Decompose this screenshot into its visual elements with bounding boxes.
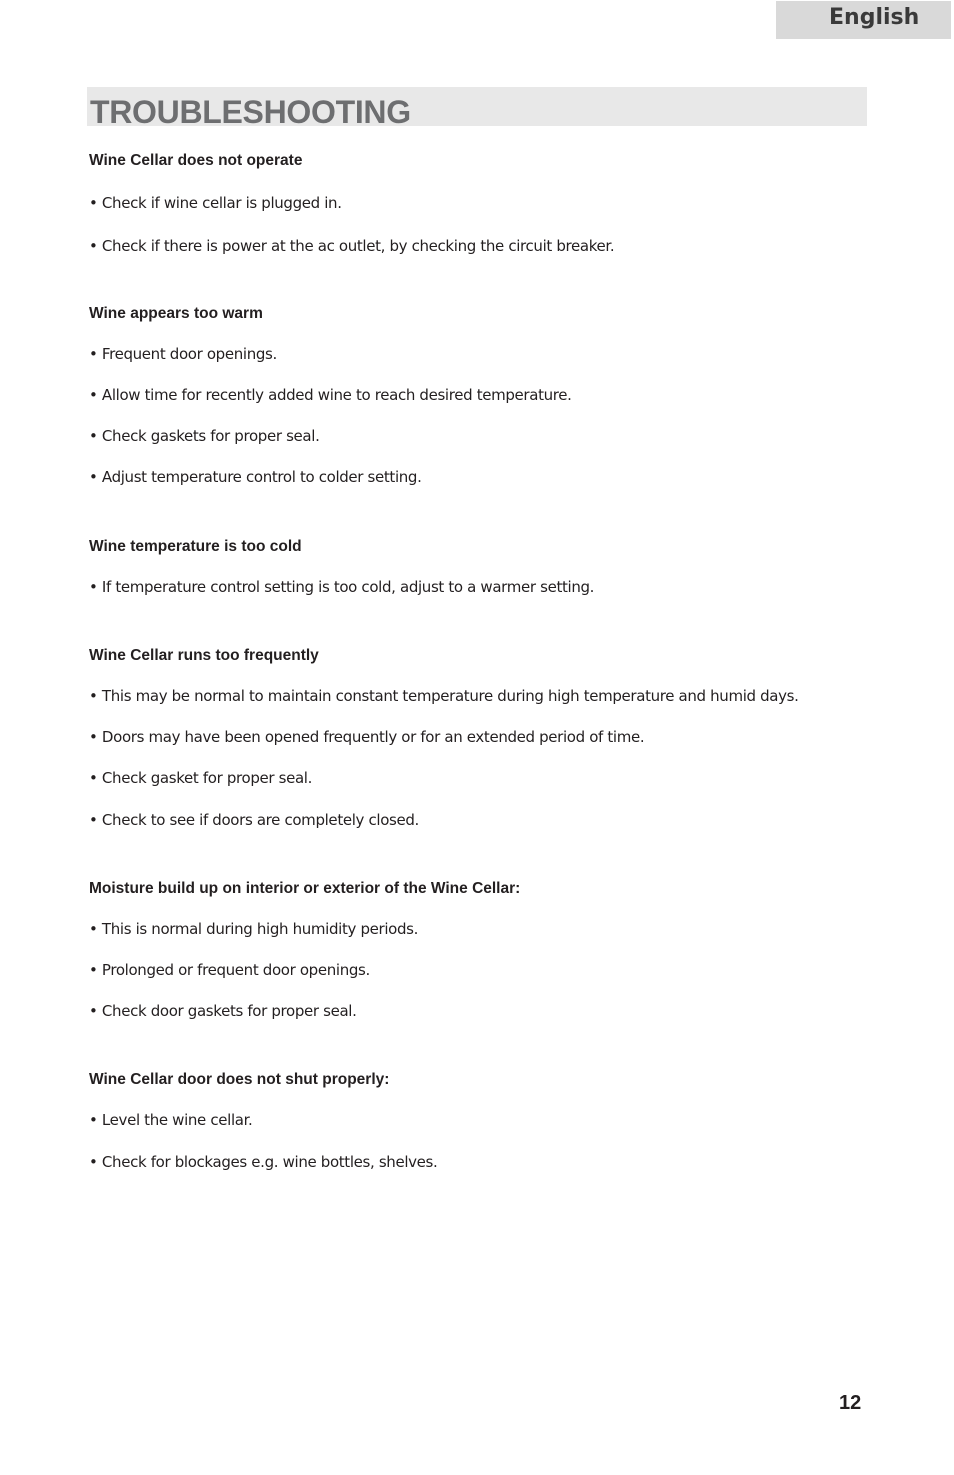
list-item: • Prolonged or frequent door openings. (89, 961, 370, 979)
list-item: • Check to see if doors are completely closed. (89, 811, 419, 829)
list-item: • Check for blockages e.g. wine bottles, shelves. (89, 1153, 438, 1171)
section-heading-too-cold: Wine temperature is too cold (89, 538, 302, 555)
language-tab: English (776, 1, 951, 39)
list-item: • Check gasket for proper seal. (89, 769, 313, 787)
list-item: • Frequent door openings. (89, 345, 277, 363)
list-item: • Level the wine cellar. (89, 1111, 253, 1129)
list-item: • Check if there is power at the ac outlet, by checking the circuit breaker. (89, 237, 615, 255)
section-heading-moisture: Moisture build up on interior or exterior of the Wine Cellar: (89, 880, 521, 897)
list-item: • Check if wine cellar is plugged in. (89, 194, 342, 212)
page-title: TROUBLESHOOTING (90, 94, 411, 130)
section-heading-runs-too-frequently: Wine Cellar runs too frequently (89, 647, 319, 664)
section-heading-does-not-operate: Wine Cellar does not operate (89, 152, 303, 169)
list-item: • This may be normal to maintain constant temperature during high temperature and humid days. (89, 687, 799, 705)
list-item: • This is normal during high humidity periods. (89, 920, 419, 938)
page-number: 12 (839, 1392, 862, 1414)
list-item: • Allow time for recently added wine to reach desired temperature. (89, 386, 572, 404)
section-heading-door-not-shut: Wine Cellar door does not shut properly: (89, 1071, 390, 1088)
title-bar (87, 87, 867, 130)
list-item: • Check door gaskets for proper seal. (89, 1002, 357, 1020)
list-item: • Check gaskets for proper seal. (89, 427, 320, 445)
list-item: • Doors may have been opened frequently or for an extended period of time. (89, 728, 645, 746)
section-heading-too-warm: Wine appears too warm (89, 305, 263, 322)
list-item: • Adjust temperature control to colder setting. (89, 468, 422, 486)
list-item: • If temperature control setting is too cold, adjust to a warmer setting. (89, 578, 595, 596)
